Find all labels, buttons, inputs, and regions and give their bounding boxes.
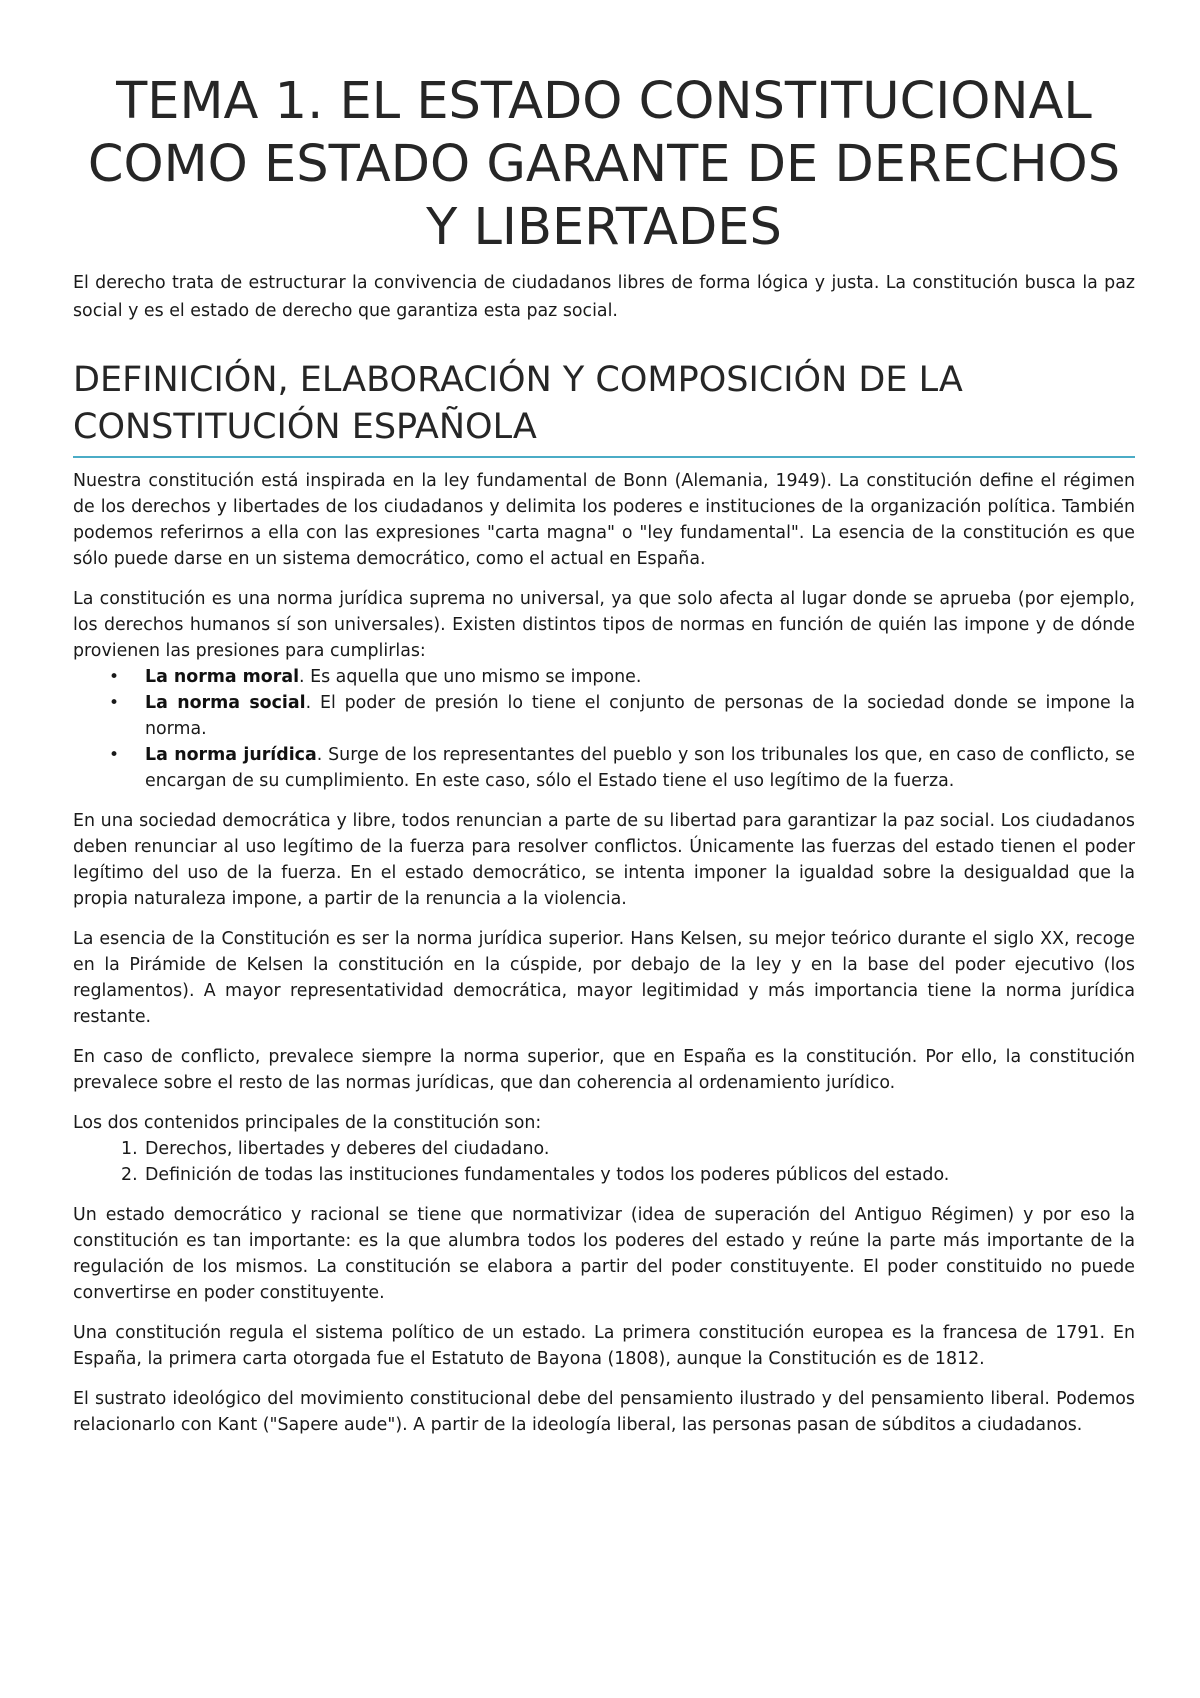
document-content xyxy=(73,70,1135,1438)
norm-description: . Es aquella que uno mismo se impone. xyxy=(299,667,642,687)
list-item xyxy=(73,664,1135,690)
page-title: TEMA 1. EL ESTADO CONSTITUCIONAL COMO ESTADO GARANTE DE DERECHOS Y LIBERTADES xyxy=(87,72,1121,257)
list-item xyxy=(73,1136,1135,1162)
list-number: 1. xyxy=(121,1139,138,1159)
norm-description: . Surge de los representantes del pueblo y son los tribunales los que, en caso de conflicto, se encargan de su cumplimiento. En este caso, sólo el Estado tiene el uso legítimo de la fuerza. xyxy=(145,745,1135,791)
section-heading: DEFINICIÓN, ELABORACIÓN Y COMPOSICIÓN DE LA CONSTITUCIÓN ESPAÑOLA xyxy=(73,357,1135,458)
bullet-icon: • xyxy=(109,745,120,765)
bullet-icon: • xyxy=(109,667,120,687)
paragraph-normativize: Un estado democrático y racional se tiene que normativizar (idea de superación del Antiguo Régimen) y por eso la constitución es tan importante: es la que alumbra todos los poderes del estado y reúne la parte más importante de la regulación de los mismos. La constitución se elabora a partir del poder constituyente. El poder constituido no puede convertirse en poder constituyente. xyxy=(73,1205,1135,1303)
list-item xyxy=(73,742,1135,794)
paragraph-kelsen: La esencia de la Constitución es ser la norma jurídica superior. Hans Kelsen, su mejor teórico durante el siglo XX, recoge en la Pirámide de Kelsen la constitución en la cúspide, por debajo de la ley y en la base del poder ejecutivo (los reglamentos). A mayor representatividad democrática, mayor legitimidad y más importancia tiene la norma jurídica restante. xyxy=(73,929,1135,1027)
paragraph-ideology: El sustrato ideológico del movimiento constitucional debe del pensamiento ilustrado y del pensamiento liberal. Podemos relacionarlo con Kant ("Sapere aude"). A partir de la ideología liberal, las personas pasan de súbditos a ciudadanos. xyxy=(73,1389,1135,1435)
norm-description: . El poder de presión lo tiene el conjunto de personas de la sociedad donde se impone la norma. xyxy=(145,693,1136,739)
norm-types-list xyxy=(73,664,1135,794)
paragraph-society: En una sociedad democrática y libre, todos renuncian a parte de su libertad para garantizar la paz social. Los ciudadanos deben renunciar al uso legítimo de la fuerza para resolver conflictos. Únicamente las fuerzas del estado tienen el poder legítimo del uso de la fuerza. En el estado democrático, se intenta imponer la igualdad sobre la desigualdad que la propia naturaleza impone, a partir de la renuncia a la violencia. xyxy=(73,811,1135,909)
paragraph-first-constitution: Una constitución regula el sistema político de un estado. La primera constitución europea es la francesa de 1791. En España, la primera carta otorgada fue el Estatuto de Bayona (1808), aunque la Constitución es de 1812. xyxy=(73,1323,1135,1369)
paragraph-norm-types: La constitución es una norma jurídica suprema no universal, ya que solo afecta al lugar donde se aprueba (por ejemplo, los derechos humanos sí son universales). Existen distintos tipos de normas en función de quién las impone y de dónde provienen las presiones para cumplirlas: xyxy=(73,589,1135,661)
list-item xyxy=(73,690,1135,742)
paragraph-contents-intro: Los dos contenidos principales de la constitución son: xyxy=(73,1113,542,1133)
bullet-icon: • xyxy=(109,693,120,713)
main-contents-list xyxy=(73,1136,1135,1188)
norm-term: La norma social xyxy=(145,693,306,713)
paragraph-bonn: Nuestra constitución está inspirada en la ley fundamental de Bonn (Alemania, 1949). La constitución define el régimen de los derechos y libertades de los ciudadanos y delimita los poderes e instituciones de la organización política. También podemos referirnos a ella con las expresiones "carta magna" o "ley fundamental". La esencia de la constitución es que sólo puede darse en un sistema democrático, como el actual en España. xyxy=(73,471,1135,569)
list-item xyxy=(73,1162,1135,1188)
norm-term: La norma jurídica xyxy=(145,745,317,765)
list-item-text: Derechos, libertades y deberes del ciudadano. xyxy=(145,1139,550,1159)
intro-paragraph: El derecho trata de estructurar la convivencia de ciudadanos libres de forma lógica y justa. La constitución busca la paz social y es el estado de derecho que garantiza esta paz social. xyxy=(73,273,1135,321)
norm-term: La norma moral xyxy=(145,667,300,687)
list-number: 2. xyxy=(121,1165,138,1185)
list-item-text: Definición de todas las instituciones fundamentales y todos los poderes públicos del estado. xyxy=(145,1165,950,1185)
paragraph-conflict: En caso de conflicto, prevalece siempre la norma superior, que en España es la constitución. Por ello, la constitución prevalece sobre el resto de las normas jurídicas, que dan coherencia al ordenamiento jurídico. xyxy=(73,1047,1135,1093)
